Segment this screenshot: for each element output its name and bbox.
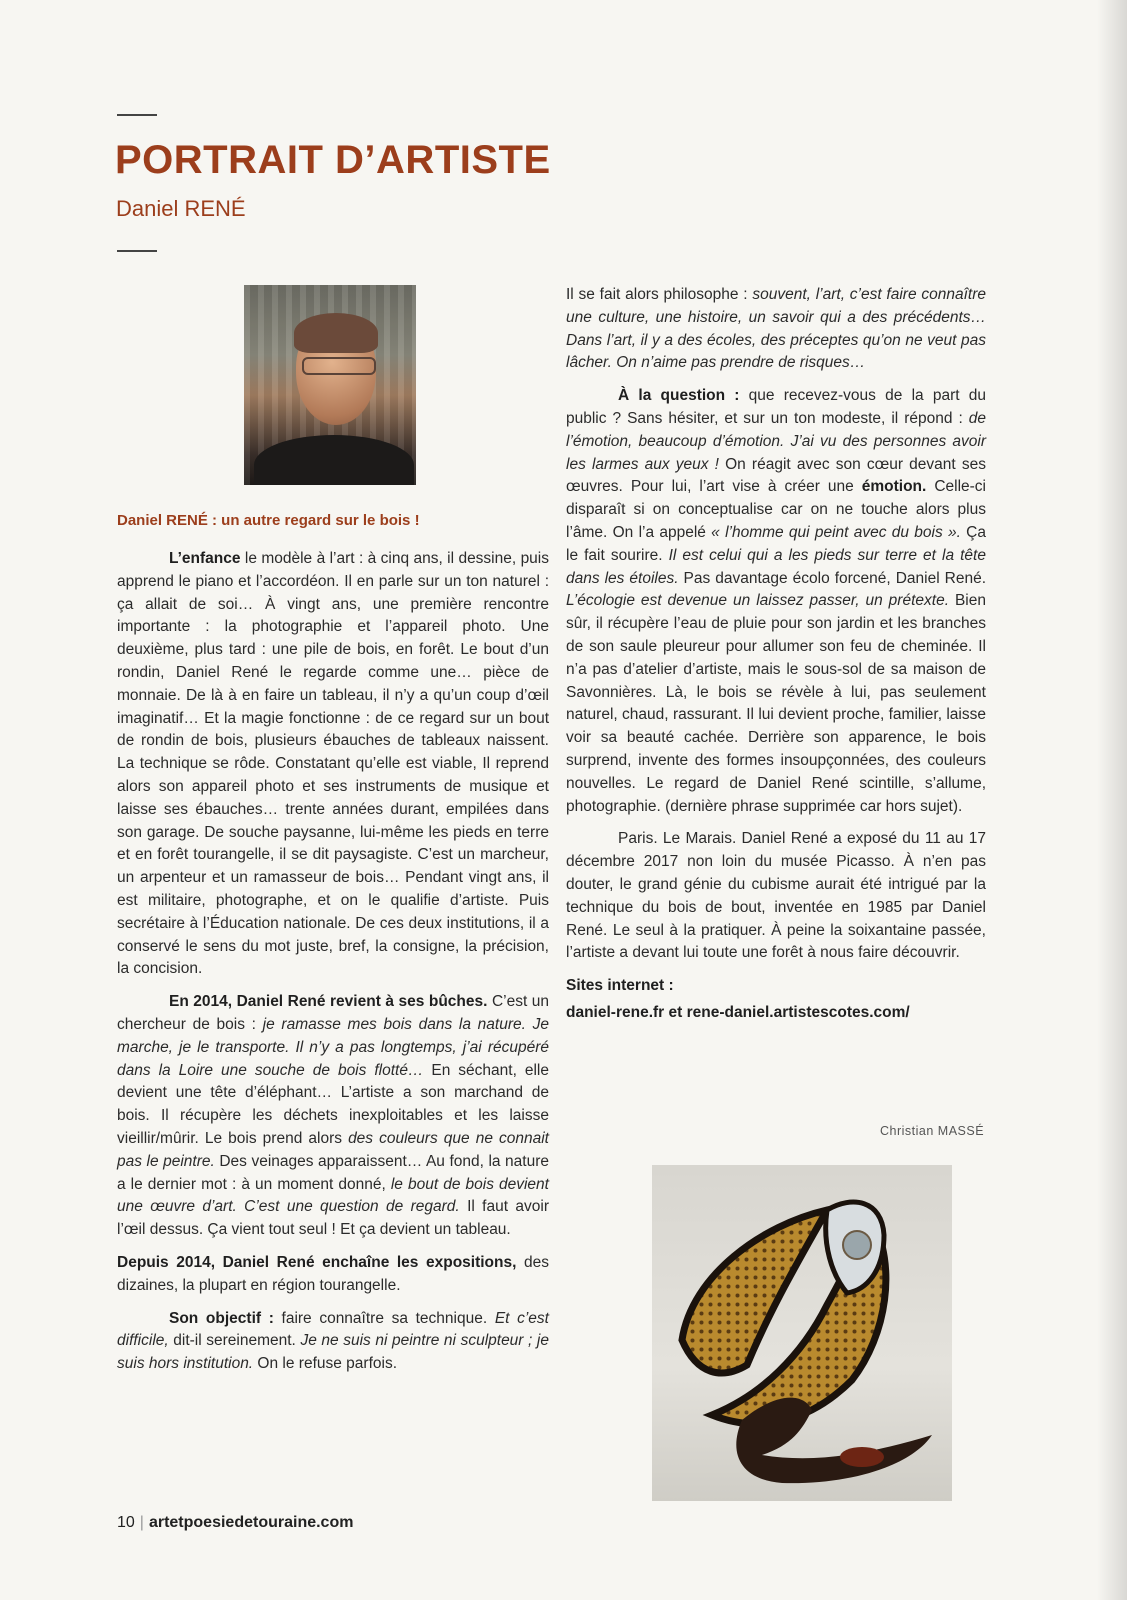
footer-website-link[interactable]: artetpoesiedetouraine.com [148, 1514, 354, 1531]
paragraph-childhood: L’enfance le modèle à l’art : à cinq ans, il dessine, puis apprend le piano et l’accordéon. Il en parle sur un ton naturel : ça allait de soi… À vingt ans, une première rencontre importante : la photographie et l’appareil photo. Une deuxième, plus tard : une pile de bois, en forêt. Le bout d’un rondin, Daniel René le regarde comme une… pièce de monnaie. De là à en faire un tableau, il n’y a qu’un coup d’œil imaginatif… Et la magie fonctionne : de ce regard sur un bout de rondin de bois, plusieurs ébauches de tableaux naissent. La technique se rôde. Constatant qu’elle est viable, Il reprend alors son appareil photo et ses instruments de musique et laisse ses ébauches… trente années durant, empilées dans son garage. De souche paysanne, lui-même les pieds en terre et en forêt tourangelle, il se dit paysagiste. C’est un marcheur, un arpenteur et un ramasseur de bois… Pendant vingt ans, il est militaire, photographe, et on le qualifie d’artiste. Puis secrétaire à l’Éducation nationale. De ces deux institutions, il a conservé le sens du mot juste, bref, la consigne, la précision, la concision. [117, 550, 549, 978]
right-column [566, 284, 986, 1025]
top-rule [117, 114, 157, 116]
sites-links[interactable]: daniel-rene.fr et rene-daniel.artistescotes.com/ [566, 1003, 910, 1021]
sites-label: Sites internet : [566, 977, 674, 995]
paragraph-question: À la question : que recevez-vous de la part du public ? Sans hésiter, et sur un ton modeste, il répond : de l’émotion, beaucoup d’émotion. J’ai vu des personnes avoir les larmes aux yeux ! On réagit avec son cœur devant ses œuvres. Pour lui, l’art vise à créer une émotion. Celle-ci disparaît si on conceptualise car on ne touche alors plus l’âme. On l’a appelé « l’homme qui peint avec du bois ». Ça le fait sourire. Il est celui qui a les pieds sur terre et la tête dans les étoiles. Pas davantage écolo forcené, Daniel René. L’écologie est devenue un laissez passer, un prétexte. Bien sûr, il récupère l’eau de pluie pour son jardin et les branches de son saule pleureur pour allumer son feu de cheminée. Il n’a pas d’atelier d’artiste, mais le sous-sol de sa maison de Savonnières. Là, le bois se révèle à lui, pas seulement naturel, chaud, rassurant. Il lui devient proche, familier, laisse voir sa beauté cachée. Derrière son apparence, le bois surprend, invente des formes insoupçonnées, des couleurs nouvelles. Le regard de Daniel René scintille, s’allume, photographie. (dernière phrase supprimée car hors sujet). [566, 387, 987, 815]
paragraph-objective: Son objectif : faire connaître sa technique. Et c’est difficile, dit-il sereinement. Je ne suis ni peintre ni sculpteur ; je suis hors institution. On le refuse parfois. [117, 1309, 549, 1373]
author-credit: Christian MASSÉ [880, 1124, 985, 1138]
paragraph-expositions: Depuis 2014, Daniel René enchaîne les expositions, des dizaines, la plupart en région tourangelle. [117, 1253, 549, 1294]
page-footer [117, 1514, 353, 1532]
artist-name: Daniel RENÉ [116, 196, 246, 221]
paragraph-2014: En 2014, Daniel René revient à ses bûches. C’est un chercheur de bois : je ramasse mes bois dans la nature. Je marche, je le transporte. Il n’y a pas longtemps, j’ai récupéré dans la Loire une souche de bois flotté… En séchant, elle devient une tête d’éléphant… L’artiste a son marchand de bois. Il récupère les déchets inexploitables et les laisse vieillir/mûrir. Le bois prend alors des couleurs que ne connait pas le peintre. Des veinages apparaissent… Au fond, la nature a le dernier mot : à un moment donné, le bout de bois devient une œuvre d’art. C’est une question de regard. Il faut avoir l’œil dessus. Ça vient tout seul ! Et ça devient un tableau. [117, 993, 550, 1239]
page-edge-shadow [1097, 0, 1127, 1600]
wood-artwork-photo [652, 1165, 952, 1501]
title-rule [117, 250, 157, 252]
artist-portrait-photo [244, 285, 416, 485]
footer-separator: | [139, 1514, 144, 1531]
paragraph-philosophy: Il se fait alors philosophe : souvent, l’art, c’est faire connaître une culture, une histoire, un savoir qui a des précédents… Dans l’art, il y a des écoles, des préceptes qu’on ne veut pas lâcher. On n’aime pas prendre de risques… [566, 286, 986, 372]
article-caption: Daniel RENÉ : un autre regard sur le bois ! [117, 512, 420, 529]
page-title: PORTRAIT D’ARTISTE [115, 138, 551, 182]
left-column [117, 548, 549, 1386]
paragraph-paris: Paris. Le Marais. Daniel René a exposé du 11 au 17 décembre 2017 non loin du musée Picasso. À n’en pas douter, le grand génie du cubisme aurait été intrigué par la technique du bois de bout, inventée en 1985 par Daniel René. Le seul à la pratiquer. À peine la soixantaine passée, l’artiste a devant lui toute une forêt à nous faire découvrir. [566, 830, 986, 962]
page-number: 10 [117, 1514, 135, 1531]
